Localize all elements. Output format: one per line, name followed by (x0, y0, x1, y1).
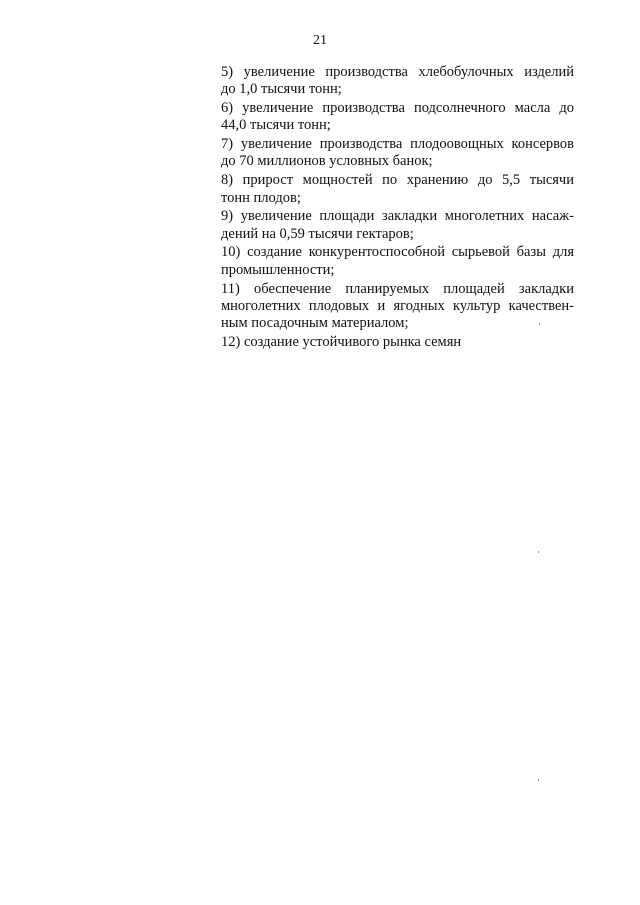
text-line: до 70 миллионов условных банок; (221, 153, 433, 170)
text-line: дений на 0,59 тысячи гектаров; (221, 225, 414, 242)
text-line: 12) создание устойчивого рынка семян (221, 333, 462, 350)
list-item-10 (221, 244, 574, 279)
text-line: ным посадочным материалом; (221, 315, 409, 332)
text-line: промышленности; (221, 261, 335, 278)
text-line: 44,0 тысячи тонн; (221, 117, 331, 134)
text-line: 9) увеличение площади закладки многолетних насаж- (221, 208, 574, 225)
document-body (221, 64, 574, 353)
list-item-7 (221, 136, 574, 171)
scan-speck (538, 551, 539, 553)
list-item-6 (221, 100, 574, 135)
text-line: тонн плодов; (221, 189, 301, 206)
text-line: до 1,0 тысячи тонн; (221, 81, 342, 98)
text-line: многолетних плодовых и ягодных культур качествен- (221, 297, 574, 314)
list-item-8 (221, 172, 574, 207)
text-line: 10) создание конкурентоспособной сырьевой базы для (221, 244, 574, 261)
list-item-9 (221, 208, 574, 243)
text-line: 5) увеличение производства хлебобулочных изделий (221, 64, 574, 80)
list-item-11 (221, 281, 574, 333)
text-line: 6) увеличение производства подсолнечного масла до (221, 100, 574, 117)
text-line: 8) прирост мощностей по хранению до 5,5 тысячи (221, 172, 574, 189)
list-item-5 (221, 64, 574, 99)
list-item-12 (221, 334, 574, 351)
scan-speck (539, 323, 540, 325)
text-line: 7) увеличение производства плодоовощных консервов (221, 136, 574, 153)
page-number: 21 (313, 33, 327, 48)
scan-speck (538, 779, 539, 781)
text-line: 11) обеспечение планируемых площадей закладки (221, 280, 574, 297)
